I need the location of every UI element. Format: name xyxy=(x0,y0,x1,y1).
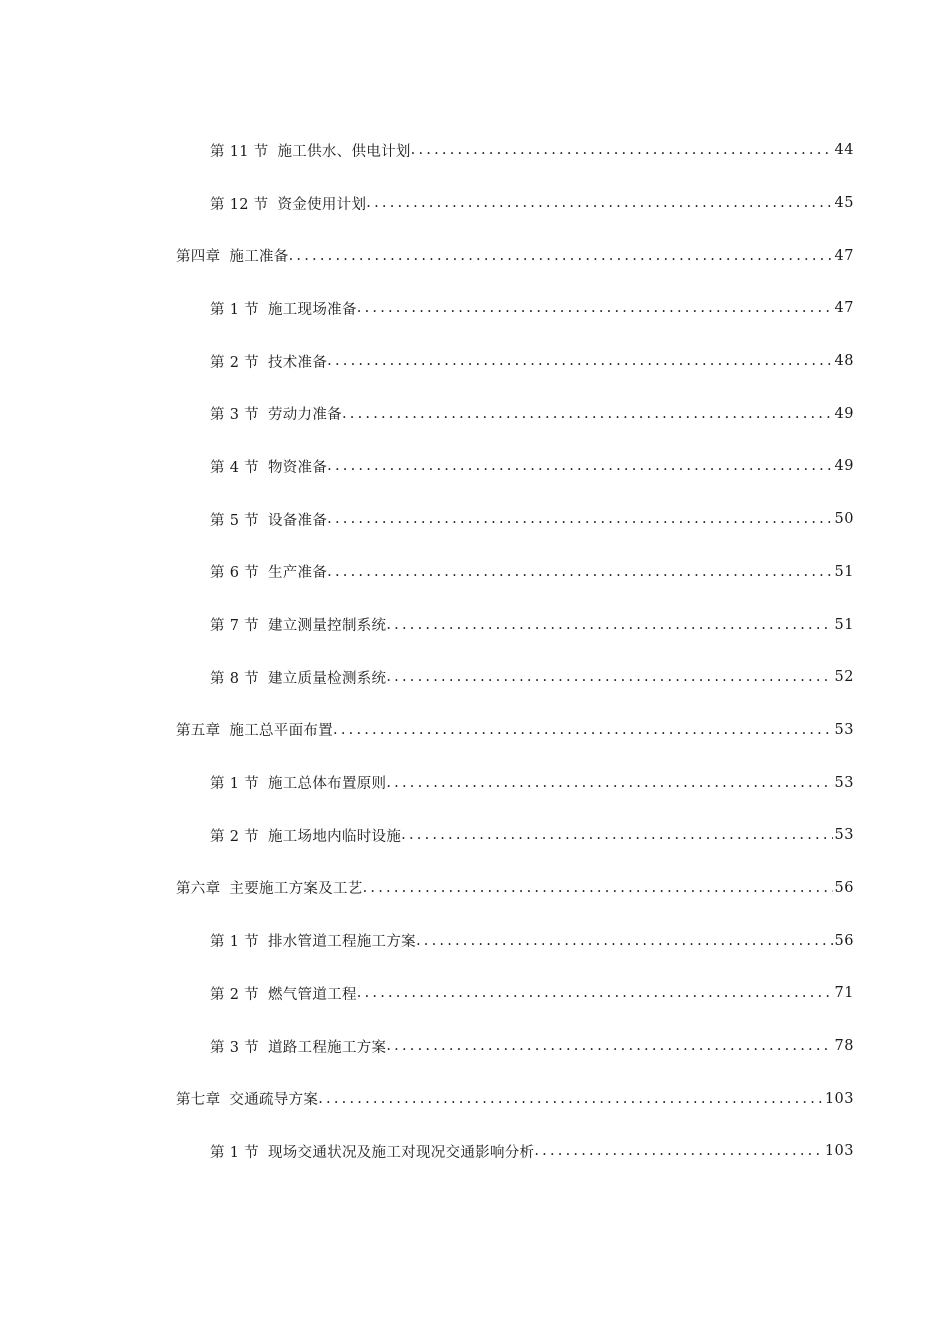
toc-entry[interactable] xyxy=(0,1072,950,1125)
toc-entry[interactable] xyxy=(0,704,950,757)
toc-dot-leader xyxy=(366,195,832,211)
toc-entry[interactable] xyxy=(0,229,950,282)
toc-entry-title: 交通疏导方案 xyxy=(229,1092,319,1109)
toc-entry-number: 第 4 节 xyxy=(210,459,259,476)
toc-entry-number: 第七章 xyxy=(176,1092,221,1109)
toc-entry[interactable] xyxy=(0,440,950,493)
toc-dot-leader xyxy=(327,564,832,580)
toc-entry-title: 道路工程施工方案 xyxy=(267,1039,387,1056)
toc-entry-number: 第四章 xyxy=(176,249,221,266)
toc-entry-number: 第 8 节 xyxy=(210,670,259,687)
toc-entry[interactable] xyxy=(0,177,950,230)
toc-entry-page: 45 xyxy=(834,195,854,212)
toc-entry-number: 第 7 节 xyxy=(210,618,259,635)
toc-dot-leader xyxy=(333,722,833,738)
toc-entry-page: 51 xyxy=(834,563,854,580)
toc-dot-leader xyxy=(327,511,832,527)
toc-entry-title: 资金使用计划 xyxy=(277,196,367,213)
toc-entry[interactable] xyxy=(0,124,950,177)
toc-entry-number: 第 1 节 xyxy=(210,776,259,793)
toc-dot-leader xyxy=(363,880,833,896)
toc-entry-title: 施工总平面布置 xyxy=(229,723,334,740)
toc-dot-leader xyxy=(327,458,832,474)
toc-entry-title: 设备准备 xyxy=(267,512,328,529)
toc-dot-leader xyxy=(357,985,833,1001)
toc-entry-title: 燃气管道工程 xyxy=(267,986,357,1003)
toc-entry-number: 第 1 节 xyxy=(210,301,259,318)
toc-entry-page: 103 xyxy=(824,1090,854,1107)
toc-dot-leader xyxy=(386,775,832,791)
toc-entry-title: 建立质量检测系统 xyxy=(267,670,387,687)
toc-entry-page: 44 xyxy=(834,142,854,159)
toc-entry[interactable] xyxy=(0,967,950,1020)
toc-entry-page: 49 xyxy=(834,405,854,422)
toc-entry-page: 53 xyxy=(834,774,854,791)
toc-entry[interactable] xyxy=(0,1125,950,1178)
toc-dot-leader xyxy=(386,669,832,685)
toc-entry-number: 第 5 节 xyxy=(210,512,259,529)
toc-dot-leader xyxy=(386,617,832,633)
toc-entry-title: 施工总体布置原则 xyxy=(267,776,387,793)
toc-entry-page: 53 xyxy=(834,721,854,738)
toc-dot-leader xyxy=(411,142,833,158)
toc-entry-page: 71 xyxy=(834,985,854,1002)
toc-entry-page: 51 xyxy=(834,616,854,633)
toc-entry[interactable] xyxy=(0,282,950,335)
toc-entry-page: 78 xyxy=(834,1038,854,1055)
toc-entry-page: 56 xyxy=(834,932,854,949)
toc-entry[interactable] xyxy=(0,546,950,599)
toc-entry-title: 主要施工方案及工艺 xyxy=(229,881,363,898)
toc-entry-title: 物资准备 xyxy=(267,459,328,476)
toc-dot-leader xyxy=(327,353,832,369)
toc-entry-number: 第 3 节 xyxy=(210,1039,259,1056)
toc-entry-title: 技术准备 xyxy=(267,354,328,371)
toc-entry-number: 第 1 节 xyxy=(210,1144,259,1161)
toc-entry-title: 建立测量控制系统 xyxy=(267,618,387,635)
toc-entry[interactable] xyxy=(0,1020,950,1073)
toc-dot-leader xyxy=(401,827,832,843)
toc-entry-number: 第 2 节 xyxy=(210,354,259,371)
toc-entry[interactable] xyxy=(0,862,950,915)
toc-entry-number: 第 12 节 xyxy=(210,196,269,213)
toc-entry-number: 第六章 xyxy=(176,881,221,898)
toc-dot-leader xyxy=(357,300,833,316)
toc-entry-number: 第五章 xyxy=(176,723,221,740)
toc-entry[interactable] xyxy=(0,809,950,862)
toc-entry-number: 第 11 节 xyxy=(210,143,269,160)
toc-entry[interactable] xyxy=(0,914,950,967)
toc-entry-title: 现场交通状况及施工对现况交通影响分析 xyxy=(267,1144,535,1161)
toc-entry-title: 施工准备 xyxy=(229,249,289,266)
toc-entry-number: 第 1 节 xyxy=(210,934,259,951)
toc-entry-page: 103 xyxy=(824,1143,854,1160)
toc-dot-leader xyxy=(386,1038,832,1054)
toc-entry-page: 50 xyxy=(834,511,854,528)
toc-entry-page: 56 xyxy=(834,879,854,896)
toc-entry-number: 第 3 节 xyxy=(210,407,259,424)
toc-entry-number: 第 2 节 xyxy=(210,986,259,1003)
toc-entry[interactable] xyxy=(0,493,950,546)
toc-entry-page: 52 xyxy=(834,669,854,686)
toc-entry[interactable] xyxy=(0,756,950,809)
toc-entry[interactable] xyxy=(0,387,950,440)
toc-entry-title: 施工场地内临时设施 xyxy=(267,828,402,845)
toc-entry[interactable] xyxy=(0,651,950,704)
toc-entry[interactable] xyxy=(0,335,950,388)
toc-entry-page: 49 xyxy=(834,458,854,475)
toc-entry-number: 第 6 节 xyxy=(210,565,259,582)
toc-entry-page: 47 xyxy=(834,300,854,317)
toc-entry[interactable] xyxy=(0,598,950,651)
toc-dot-leader xyxy=(534,1143,822,1159)
toc-dot-leader xyxy=(318,1091,823,1107)
toc-entry-title: 生产准备 xyxy=(267,565,328,582)
toc-entry-page: 53 xyxy=(834,827,854,844)
toc-entry-title: 施工现场准备 xyxy=(267,301,357,318)
toc-entry-page: 48 xyxy=(834,353,854,370)
toc-dot-leader xyxy=(342,406,833,422)
toc-entry-title: 施工供水、供电计划 xyxy=(277,143,411,160)
table-of-contents xyxy=(0,124,950,1178)
toc-entry-title: 劳动力准备 xyxy=(267,407,342,424)
toc-entry-number: 第 2 节 xyxy=(210,828,259,845)
toc-dot-leader xyxy=(416,933,833,949)
toc-entry-title: 排水管道工程施工方案 xyxy=(267,934,416,951)
toc-entry-page: 47 xyxy=(834,247,854,264)
toc-dot-leader xyxy=(289,248,833,264)
